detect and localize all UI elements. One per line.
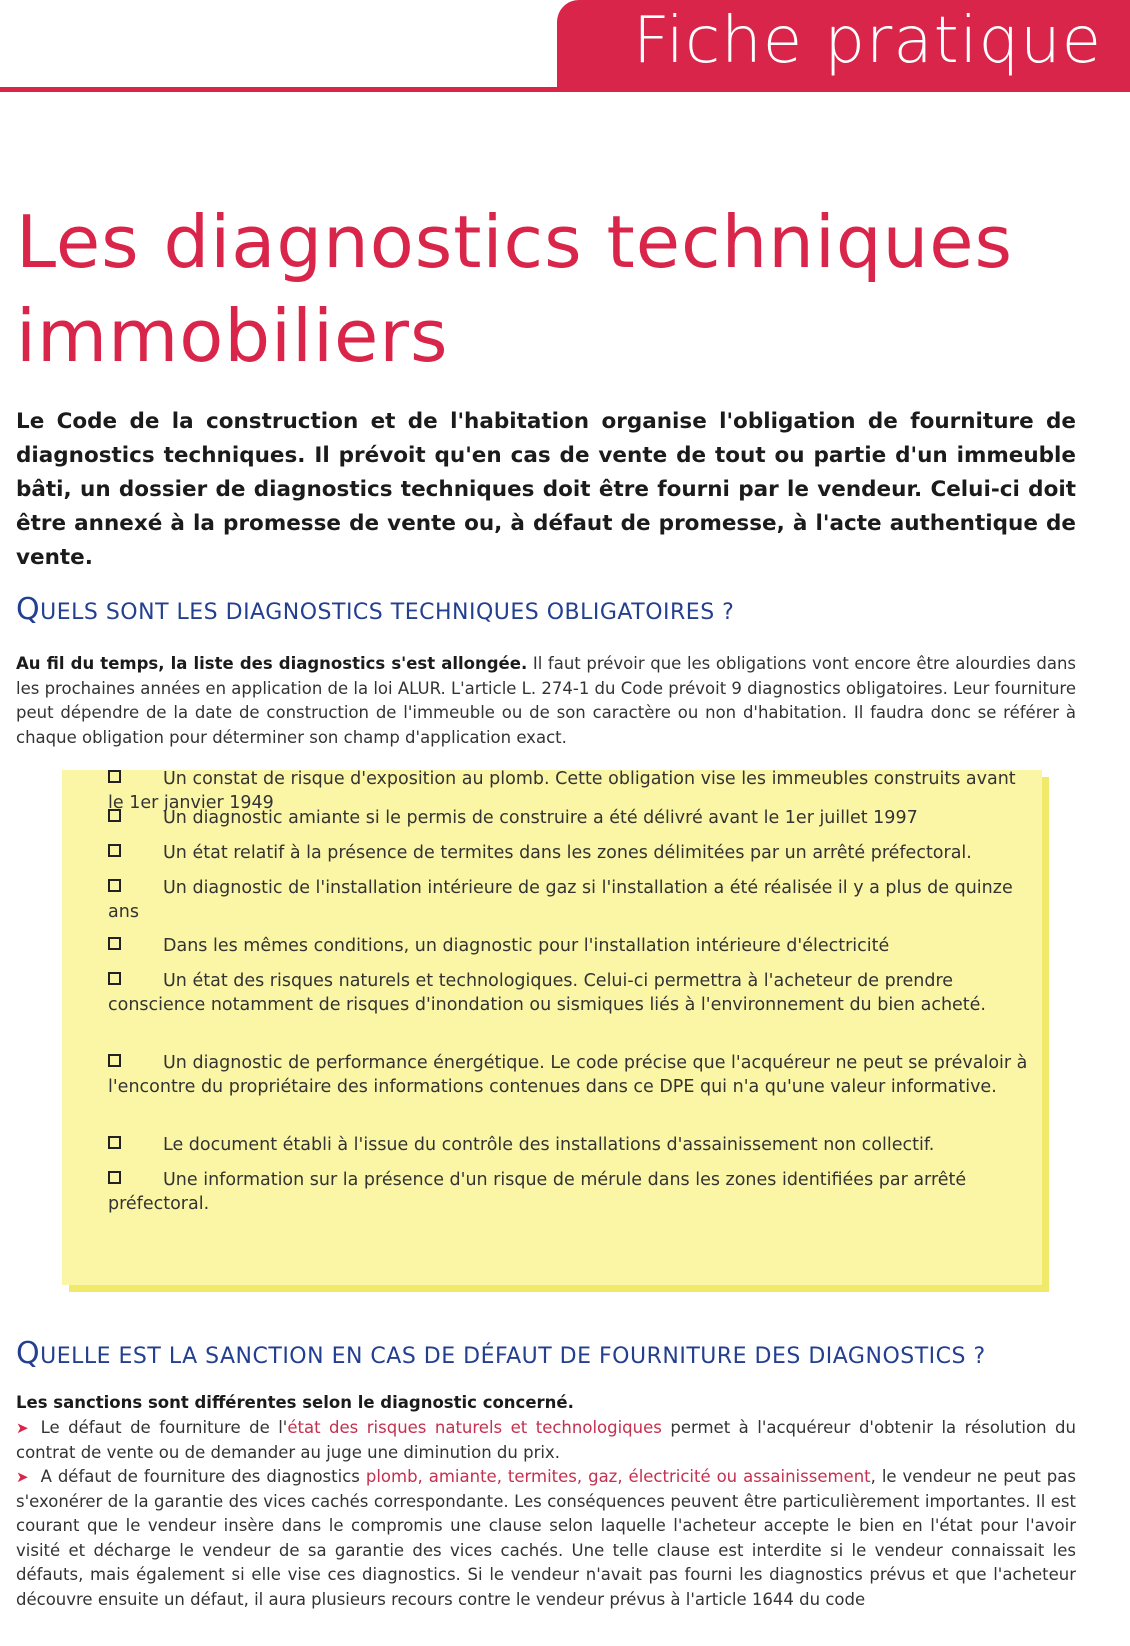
- arrow-bullet-icon: ➤: [16, 1419, 29, 1437]
- bullet-text: Le défaut de fourniture de l': [40, 1418, 288, 1437]
- checklist-item-text: Un diagnostic de l'installation intérieure de gaz si l'installation a été réalisée il y a plus de quinze ans: [108, 878, 1013, 922]
- checkbox-icon: [108, 972, 121, 985]
- checkbox-icon: [108, 1171, 121, 1184]
- arrow-bullet-icon: ➤: [16, 1468, 29, 1486]
- checklist-item-text: Dans les mêmes conditions, un diagnostic pour l'installation intérieure d'électricité: [163, 936, 890, 956]
- section-heading-obligatoires: [16, 592, 734, 627]
- lead-paragraph: Le Code de la construction et de l'habitation organise l'obligation de fourniture de diagnostics techniques. Il prévoit qu'en cas de vente de tout ou partie d'un immeuble bâti, un dossier de diagnostics techniques doit être fourni par le vendeur. Celui-ci doit être annexé à la promesse de vente ou, à défaut de promesse, à l'acte authentique de vente.: [16, 409, 1076, 570]
- sanction-bullet-1: [16, 1416, 1076, 1465]
- page-title-line2: immobiliers: [16, 294, 449, 378]
- checklist-item-text: Un état relatif à la présence de termites dans les zones délimitées par un arrêté préfectoral.: [163, 843, 972, 863]
- highlighted-text: état des risques naturels et technologiques: [287, 1418, 662, 1437]
- checklist-item: [108, 934, 1028, 958]
- checkbox-icon: [108, 770, 121, 783]
- diagnostics-checklist-box: [62, 770, 1042, 1285]
- checklist-item-text: Un constat de risque d'exposition au plomb. Cette obligation vise les immeubles construits avant le 1er janvier 1949: [108, 769, 1016, 813]
- header-tab-label: Fiche pratique: [633, 4, 1102, 78]
- sanction-bullet-2: [16, 1465, 1076, 1612]
- sanction-lead: Les sanctions sont différentes selon le diagnostic concerné.: [16, 1393, 574, 1412]
- section-heading-initial: Q: [16, 592, 41, 627]
- checklist-item: [108, 841, 1028, 865]
- checkbox-icon: [108, 844, 121, 857]
- highlighted-text: plomb, amiante, termites, gaz, électricité ou assainissement: [365, 1467, 871, 1486]
- checklist-item-text: Une information sur la présence d'un risque de mérule dans les zones identifiées par arrêté préfectoral.: [108, 1170, 967, 1214]
- section-heading-text: UELS SONT LES DIAGNOSTICS TECHNIQUES OBLIGATOIRES ?: [40, 600, 735, 625]
- header-tab: [557, 0, 1130, 92]
- section-heading-sanction: [16, 1336, 986, 1371]
- checklist-item: [108, 1051, 1028, 1099]
- page-title: [16, 195, 1106, 383]
- page-title-line1: Les diagnostics techniques: [16, 200, 1014, 284]
- bullet-text: A défaut de fourniture des diagnostics: [40, 1467, 366, 1486]
- checkbox-icon: [108, 809, 121, 822]
- checkbox-icon: [108, 1136, 121, 1149]
- checklist-item-text: Le document établi à l'issue du contrôle des installations d'assainissement non collectif.: [163, 1135, 935, 1155]
- checklist-item: [108, 876, 1028, 924]
- checklist-item: [108, 1133, 1028, 1157]
- checklist-item-text: Un diagnostic amiante si le permis de construire a été délivré avant le 1er juillet 1997: [163, 808, 918, 828]
- intro-paragraph: [16, 652, 1076, 750]
- section-heading-initial: Q: [16, 1336, 41, 1371]
- bullet-text: , le vendeur ne peut pas s'exonérer de la garantie des vices cachés correspondante. Les conséquences peuvent être particulièrement importantes. Il est courant que le vendeur insère dans le compromis une clause selon laquelle l'acheteur accepte le bien en l'état pour l'avoir visité et décharge le vendeur de sa garantie des vices cachés. Une telle clause est interdite si le vendeur connaissait les défauts, mais également si elle vise ces diagnostics. Si le vendeur n'avait pas fourni les diagnostics prévus et que l'acheteur découvre ensuite un défaut, il aura plusieurs recours contre le vendeur prévus à l'article 1644 du code: [16, 1467, 1076, 1609]
- intro-text: Il faut prévoir que les obligations vont encore être alourdies dans les prochaines années en application de la loi ALUR. L'article L. 274-1 du Code prévoit 9 diagnostics obligatoires. Leur fourniture peut dépendre de la date de construction de l'immeuble ou de son caractère ou non d'habitation. Il faudra donc se référer à chaque obligation pour déterminer son champ d'application exact.: [16, 654, 1077, 747]
- checkbox-icon: [108, 1054, 121, 1067]
- section-heading-text: UELLE EST LA SANCTION EN CAS DE DÉFAUT DE FOURNITURE DES DIAGNOSTICS ?: [40, 1344, 986, 1369]
- checkbox-icon: [108, 879, 121, 892]
- bullet-text: permet à l'acquéreur d'obtenir la résolution du contrat de vente ou de demander au juge une diminution du prix.: [16, 1418, 1076, 1462]
- checklist-item-text: Un diagnostic de performance énergétique. Le code précise que l'acquéreur ne peut se prévaloir à l'encontre du propriétaire des informations contenues dans ce DPE qui n'a qu'une valeur informative.: [108, 1053, 1028, 1097]
- checklist-item: [108, 1168, 1028, 1216]
- intro-bold: Au fil du temps, la liste des diagnostics s'est allongée.: [16, 654, 528, 673]
- checklist-item-text: Un état des risques naturels et technologiques. Celui-ci permettra à l'acheteur de prendre conscience notamment de risques d'inondation ou sismiques liés à l'environnement du bien acheté.: [108, 971, 986, 1015]
- checkbox-icon: [108, 937, 121, 950]
- checklist-item: [108, 969, 1028, 1017]
- checklist-item: [108, 806, 1028, 830]
